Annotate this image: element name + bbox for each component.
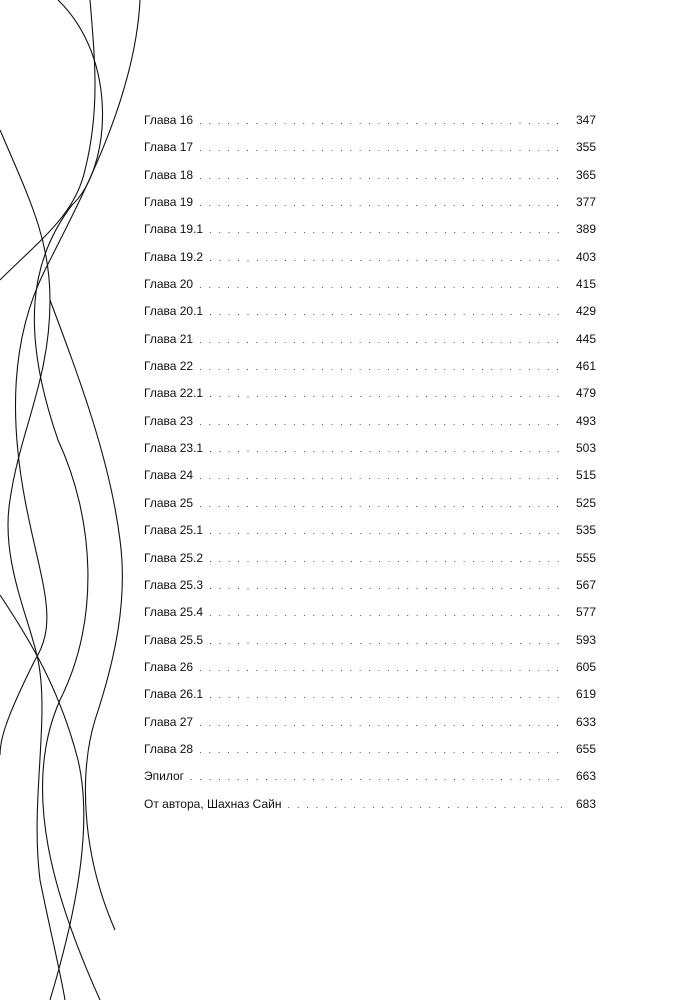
toc-entry[interactable]	[144, 440, 596, 467]
toc-leader-dots	[209, 304, 564, 320]
toc-leader-dots	[199, 359, 564, 375]
toc-entry-title: Глава 26.1	[144, 687, 204, 702]
toc-entry-page: 655	[575, 741, 596, 756]
toc-entry-title: От автора, Шахназ Сайн	[144, 796, 282, 811]
toc-entry[interactable]	[144, 139, 596, 166]
toc-entry[interactable]	[144, 413, 596, 440]
toc-leader-dots	[209, 222, 564, 238]
wavy-line-3	[0, 130, 65, 1000]
toc-entry-title: Глава 21	[144, 331, 194, 346]
toc-entry[interactable]	[144, 112, 596, 139]
toc-entry-page: 503	[575, 441, 596, 456]
toc-entry[interactable]	[144, 604, 596, 631]
wavy-line-4	[0, 0, 95, 280]
toc-entry[interactable]	[144, 577, 596, 604]
toc-entry-page: 493	[575, 413, 596, 428]
toc-entry-title: Глава 22	[144, 359, 194, 374]
toc-leader-dots	[199, 195, 564, 211]
toc-entry-title: Глава 27	[144, 714, 194, 729]
wavy-line-6	[50, 300, 122, 930]
toc-entry-page: 365	[575, 167, 596, 182]
toc-leader-dots	[199, 742, 564, 758]
toc-leader-dots	[199, 332, 564, 348]
toc-entry-page: 633	[575, 714, 596, 729]
toc-entry-title: Глава 25.1	[144, 523, 204, 538]
toc-leader-dots	[199, 168, 564, 184]
toc-entry-title: Глава 25.4	[144, 605, 204, 620]
toc-entry-page: 535	[575, 523, 596, 538]
toc-entry-page: 403	[575, 249, 596, 264]
toc-entry[interactable]	[144, 686, 596, 713]
toc-entry[interactable]	[144, 659, 596, 686]
toc-entry-title: Глава 25.3	[144, 577, 204, 592]
toc-entry-title: Глава 26	[144, 659, 194, 674]
toc-entry-page: 389	[575, 222, 596, 237]
toc-entry-page: 605	[575, 659, 596, 674]
toc-entry-title: Глава 16	[144, 113, 194, 127]
toc-entry-page: 479	[575, 386, 596, 401]
toc-leader-dots	[209, 605, 564, 621]
toc-leader-dots	[199, 660, 564, 676]
toc-leader-dots	[209, 687, 564, 703]
toc-entry-page: 567	[575, 577, 596, 592]
toc-entry-title: Глава 19	[144, 195, 194, 210]
toc-entry[interactable]	[144, 167, 596, 194]
toc-entry-page: 347	[575, 113, 596, 127]
toc-entry-title: Глава 25.5	[144, 632, 204, 647]
toc-entry-page: 377	[575, 195, 596, 210]
toc-leader-dots	[190, 769, 564, 785]
wavy-line-5	[0, 595, 84, 1000]
toc-leader-dots	[209, 386, 564, 402]
toc-entry-title: Глава 24	[144, 468, 194, 483]
toc-entry-title: Глава 17	[144, 140, 194, 155]
toc-entry-title: Глава 25.2	[144, 550, 204, 565]
toc-leader-dots	[209, 551, 564, 567]
toc-entry-title: Эпилог	[144, 769, 185, 784]
wavy-line-2	[0, 0, 140, 755]
toc-entry-page: 663	[575, 769, 596, 784]
toc-entry-title: Глава 18	[144, 167, 194, 182]
toc-entry[interactable]	[144, 550, 596, 577]
toc-leader-dots	[199, 113, 564, 129]
toc-leader-dots	[287, 797, 564, 813]
toc-entry[interactable]	[144, 741, 596, 768]
toc-entry-title: Глава 23	[144, 413, 194, 428]
toc-entry-title: Глава 19.2	[144, 249, 204, 264]
toc-leader-dots	[209, 578, 564, 594]
toc-leader-dots	[199, 496, 564, 512]
toc-entry-page: 445	[575, 331, 596, 346]
toc-entry-title: Глава 19.1	[144, 222, 204, 237]
toc-entry[interactable]	[144, 221, 596, 248]
toc-entry-page: 355	[575, 140, 596, 155]
toc-entry-title: Глава 22.1	[144, 386, 204, 401]
toc-entry-title: Глава 28	[144, 741, 194, 756]
toc-entry[interactable]	[144, 303, 596, 330]
toc-entry[interactable]	[144, 385, 596, 412]
toc-entry-title: Глава 25	[144, 495, 194, 510]
toc-leader-dots	[199, 715, 564, 731]
toc-entry[interactable]	[144, 714, 596, 741]
toc-entry-page: 683	[575, 796, 596, 811]
toc-entry-page: 593	[575, 632, 596, 647]
wavy-line-1	[34, 0, 102, 1000]
toc-entry-page: 461	[575, 359, 596, 374]
toc-entry[interactable]	[144, 467, 596, 494]
toc-entry[interactable]	[144, 522, 596, 549]
toc-entry[interactable]	[144, 194, 596, 221]
table-of-contents	[144, 112, 596, 823]
toc-leader-dots	[199, 277, 564, 293]
toc-entry-page: 577	[575, 605, 596, 620]
toc-leader-dots	[209, 633, 564, 649]
toc-entry-page: 429	[575, 304, 596, 319]
toc-entry-page: 555	[575, 550, 596, 565]
toc-entry[interactable]	[144, 249, 596, 276]
toc-entry[interactable]	[144, 331, 596, 358]
toc-entry-page: 515	[575, 468, 596, 483]
toc-entry[interactable]	[144, 358, 596, 385]
toc-leader-dots	[199, 140, 564, 156]
toc-entry-title: Глава 20.1	[144, 304, 204, 319]
toc-leader-dots	[199, 414, 564, 430]
toc-entry-title: Глава 20	[144, 277, 194, 292]
toc-entry[interactable]	[144, 768, 596, 795]
toc-leader-dots	[209, 441, 564, 457]
toc-entry-page: 619	[575, 687, 596, 702]
toc-entry[interactable]	[144, 495, 596, 522]
toc-leader-dots	[209, 523, 564, 539]
toc-entry-page: 415	[575, 277, 596, 292]
toc-entry-page: 525	[575, 495, 596, 510]
toc-entry-title: Глава 23.1	[144, 441, 204, 456]
toc-entry[interactable]	[144, 796, 596, 823]
toc-leader-dots	[209, 250, 564, 266]
toc-entry[interactable]	[144, 632, 596, 659]
toc-entry[interactable]	[144, 276, 596, 303]
toc-leader-dots	[199, 468, 564, 484]
